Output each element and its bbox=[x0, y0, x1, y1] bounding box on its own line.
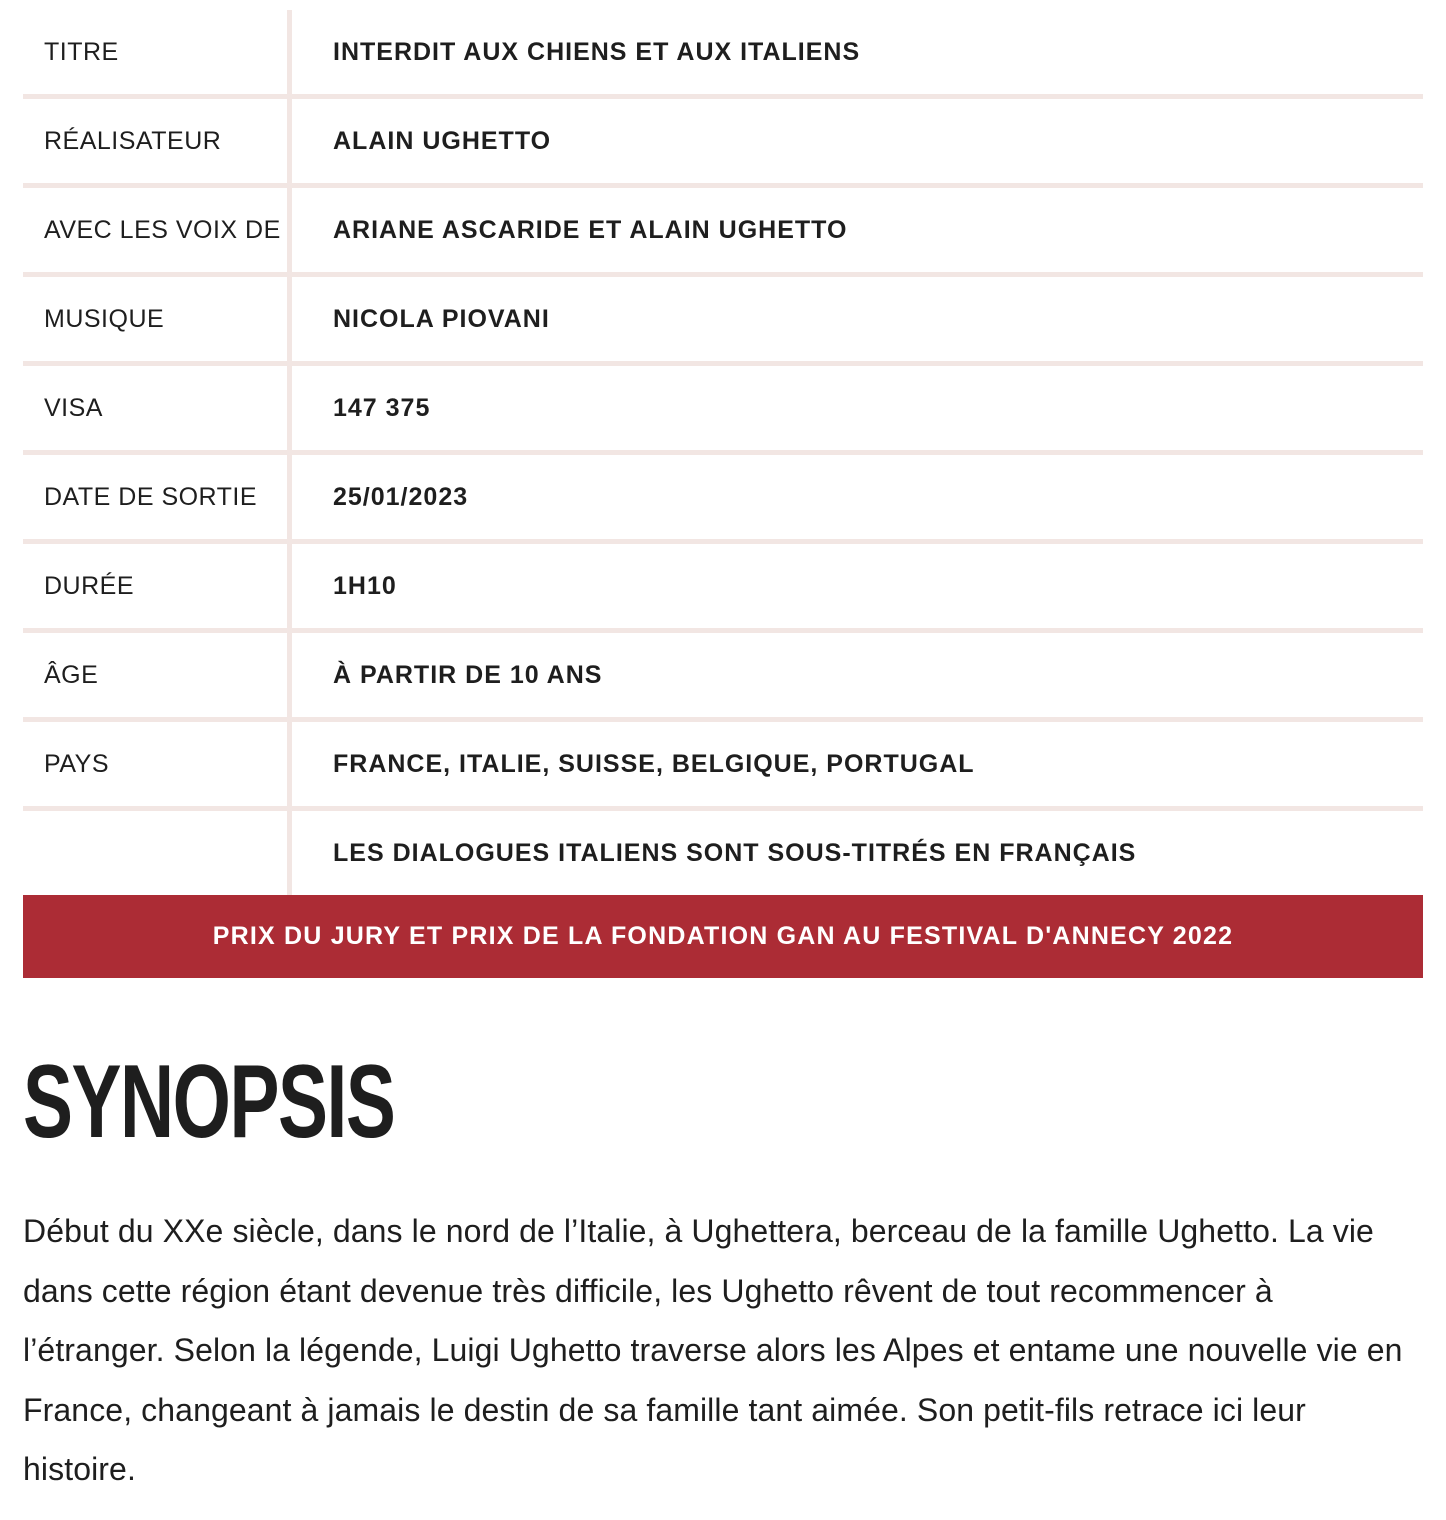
info-row-age bbox=[23, 633, 1423, 722]
info-value: 25/01/2023 bbox=[333, 482, 469, 511]
info-row-countries bbox=[23, 722, 1423, 811]
info-label: ÂGE bbox=[23, 633, 292, 717]
info-value: FRANCE, ITALIE, SUISSE, BELGIQUE, PORTUGAL bbox=[333, 749, 975, 778]
info-row-release-date bbox=[23, 455, 1423, 544]
info-label: RÉALISATEUR bbox=[23, 99, 292, 183]
info-value: ALAIN UGHETTO bbox=[333, 126, 552, 155]
info-label: AVEC LES VOIX DE bbox=[23, 188, 292, 272]
info-label: VISA bbox=[23, 366, 292, 450]
info-label: PAYS bbox=[23, 722, 292, 806]
info-value: NICOLA PIOVANI bbox=[333, 304, 550, 333]
info-label: TITRE bbox=[23, 10, 292, 94]
info-row-director bbox=[23, 99, 1423, 188]
info-label bbox=[23, 811, 292, 895]
info-row-subtitles bbox=[23, 811, 1423, 895]
page bbox=[23, 10, 1423, 978]
info-value: LES DIALOGUES ITALIENS SONT SOUS-TITRÉS EN FRANÇAIS bbox=[333, 838, 1137, 867]
award-banner: PRIX DU JURY ET PRIX DE LA FONDATION GAN AU FESTIVAL D'ANNECY 2022 bbox=[23, 895, 1423, 978]
info-value: 147 375 bbox=[333, 393, 431, 422]
info-row-duration bbox=[23, 544, 1423, 633]
info-value: 1H10 bbox=[333, 571, 397, 600]
info-row-title bbox=[23, 10, 1423, 99]
info-label: DATE DE SORTIE bbox=[23, 455, 292, 539]
synopsis-heading: SYNOPSIS bbox=[23, 1044, 395, 1160]
film-info-table bbox=[23, 10, 1423, 895]
info-row-visa bbox=[23, 366, 1423, 455]
synopsis-text: Début du XXe siècle, dans le nord de l’Italie, à Ughettera, berceau de la famille Ughetto. La vie dans cette région étant devenue très difficile, les Ughetto rêvent de tout recommencer à l’étranger. Selon la légende, Luigi Ughetto traverse alors les Alpes et entame une nouvelle vie en France, changeant à jamais le destin de sa famille tant aimée. Son petit-fils retrace ici leur histoire. bbox=[23, 1213, 1403, 1487]
info-label: DURÉE bbox=[23, 544, 292, 628]
info-value: INTERDIT AUX CHIENS ET AUX ITALIENS bbox=[333, 37, 861, 66]
info-row-voices bbox=[23, 188, 1423, 277]
info-label: MUSIQUE bbox=[23, 277, 292, 361]
info-value: ARIANE ASCARIDE ET ALAIN UGHETTO bbox=[333, 215, 848, 244]
info-row-music bbox=[23, 277, 1423, 366]
info-value: À PARTIR DE 10 ANS bbox=[333, 660, 603, 689]
